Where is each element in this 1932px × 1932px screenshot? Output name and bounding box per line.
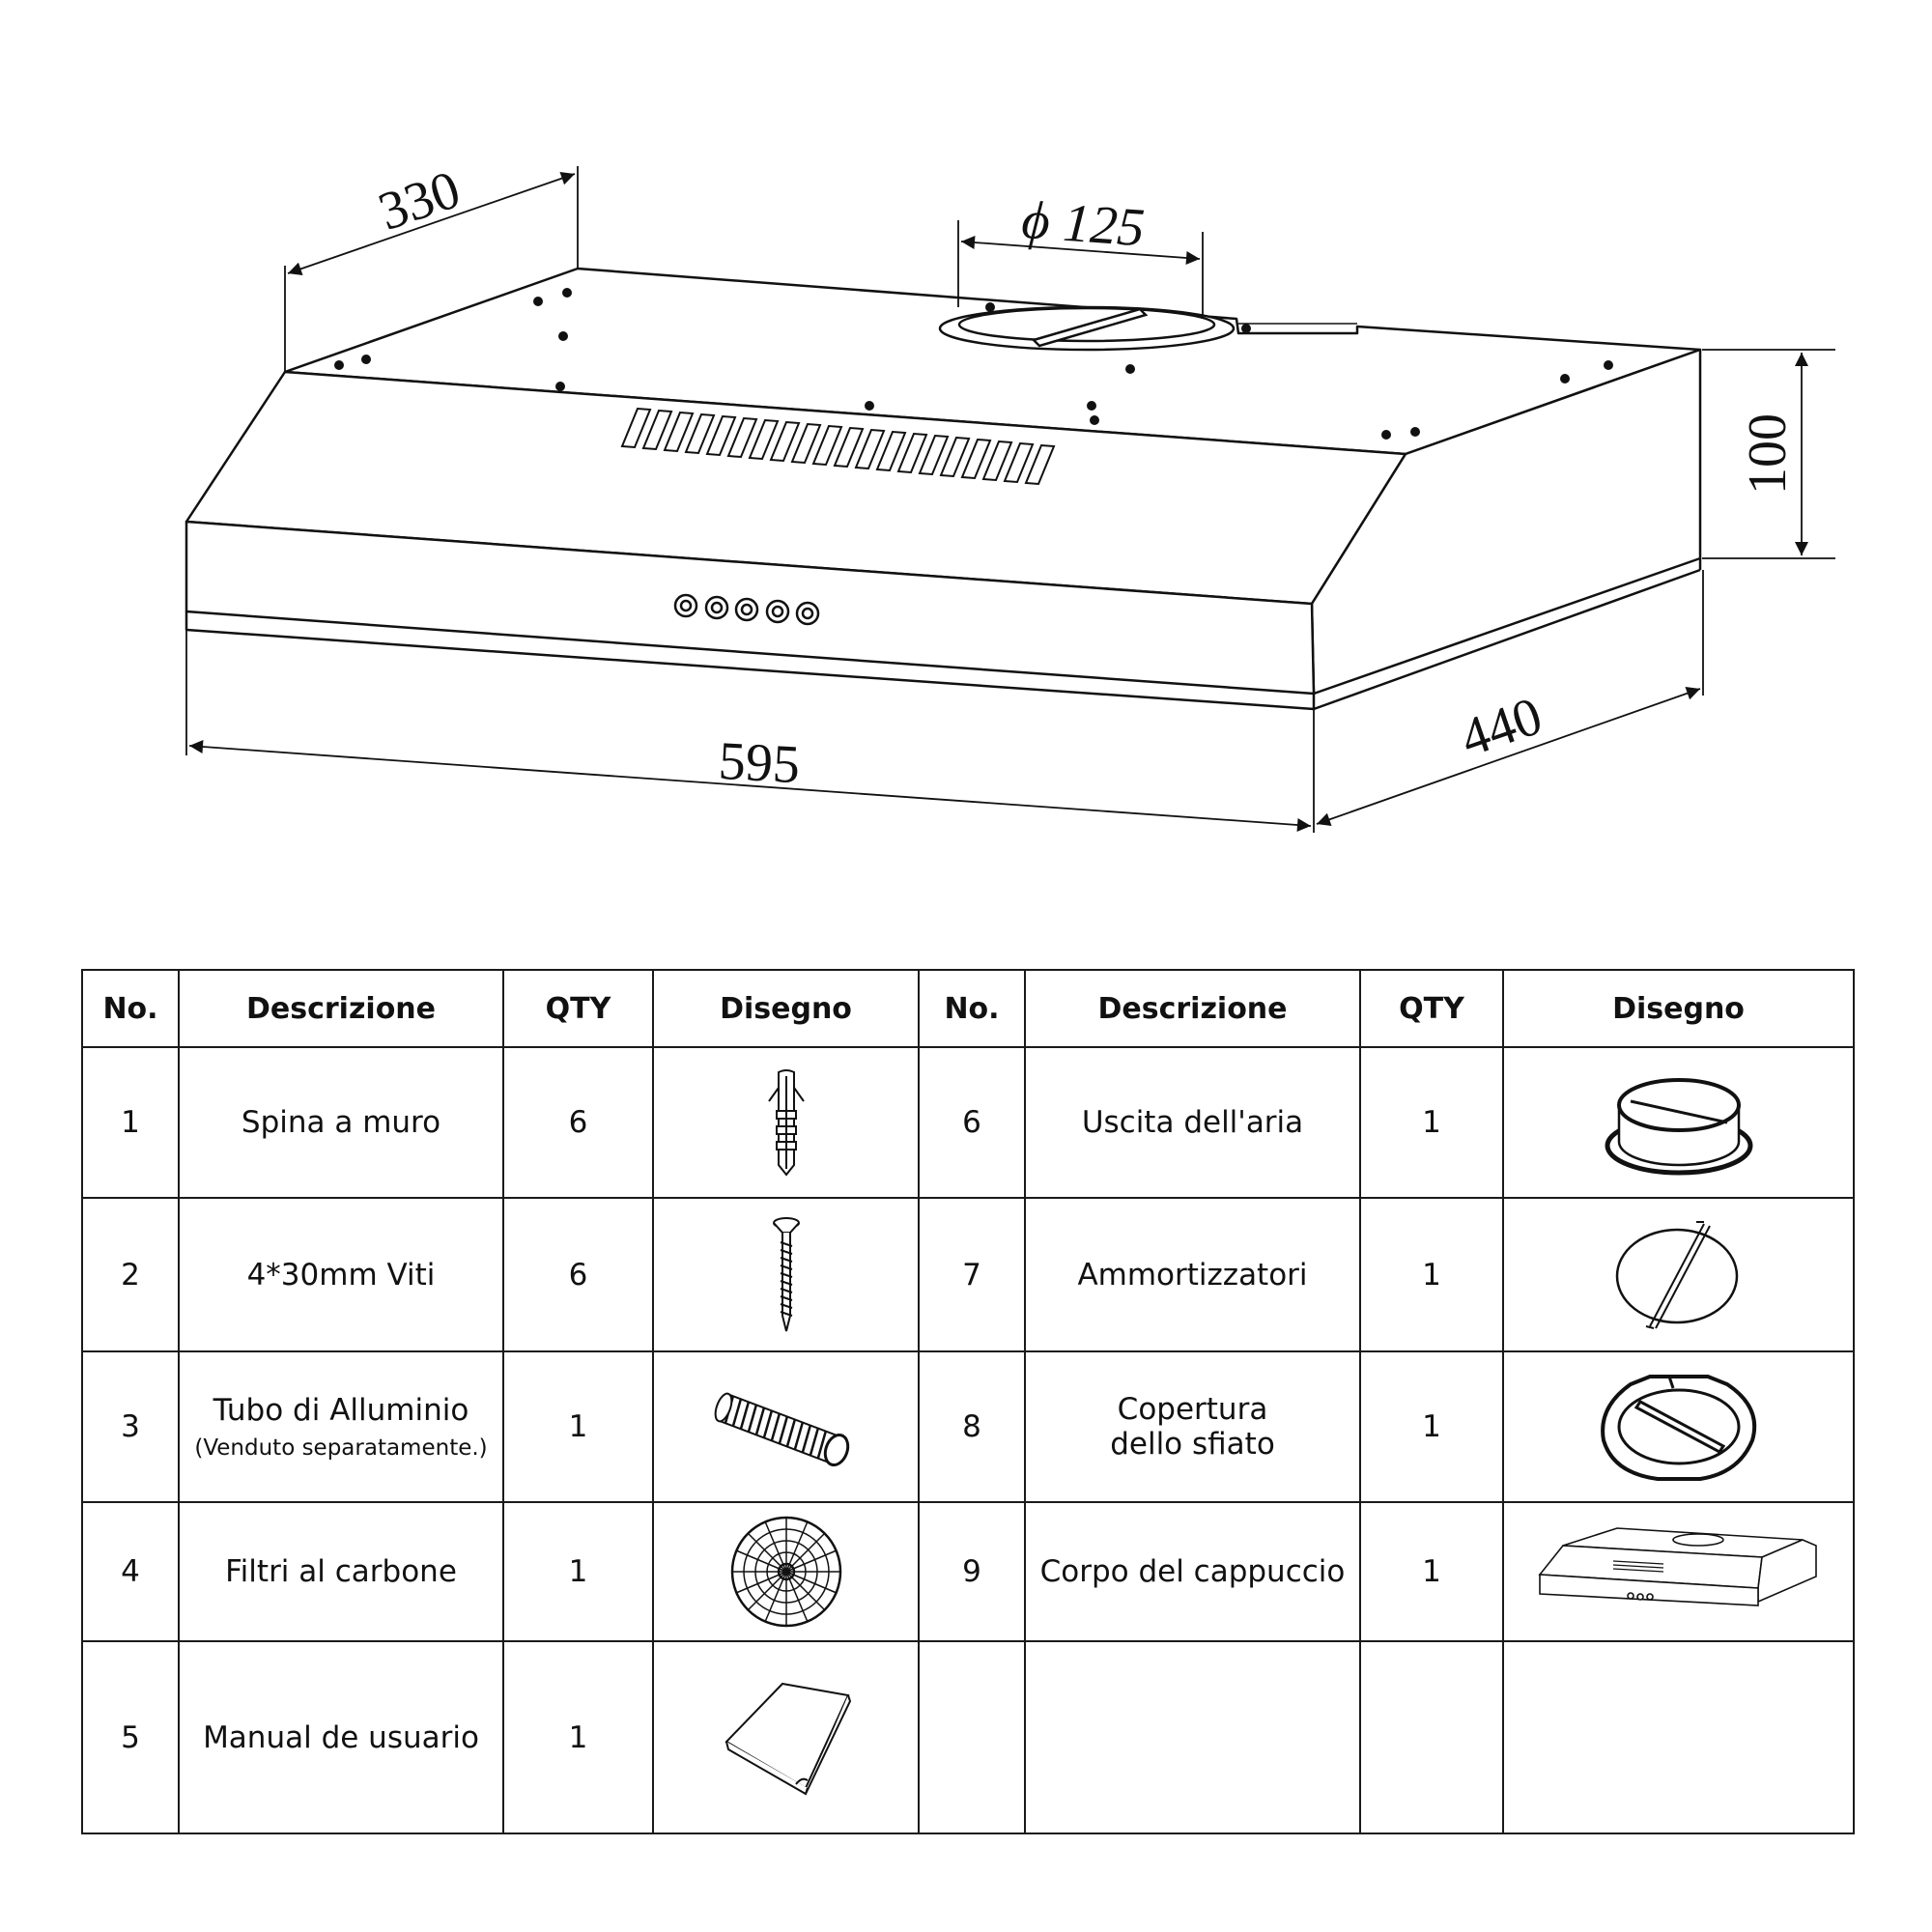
dimension-label-595: 595 [717, 730, 802, 796]
header-description: Descrizione [179, 970, 503, 1047]
cell-qty: 1 [503, 1641, 653, 1833]
cell-qty: 1 [503, 1351, 653, 1502]
cell-description: Manual de usuario [179, 1641, 503, 1833]
description-text: Tubo di Alluminio [213, 1393, 469, 1428]
parts-table [81, 969, 1855, 1834]
cell-description: 4*30mm Viti [179, 1198, 503, 1351]
cell-qty: 1 [1360, 1047, 1503, 1198]
cell-description: Filtri al carbone [179, 1502, 503, 1641]
cell-qty: 6 [503, 1198, 653, 1351]
header-no: No. [82, 970, 179, 1047]
cell-no-empty [919, 1641, 1025, 1833]
cell-no: 8 [919, 1351, 1025, 1502]
cell-description: Ammortizzatori [1025, 1198, 1360, 1351]
header-qty: QTY [503, 970, 653, 1047]
header-description-2: Descrizione [1025, 970, 1360, 1047]
cell-no: 2 [82, 1198, 179, 1351]
carbon-filter-icon [728, 1514, 844, 1630]
table-row [82, 1641, 1854, 1833]
description-text: Copertura [1117, 1392, 1268, 1427]
header-no-2: No. [919, 970, 1025, 1047]
description-note: (Venduto separatamente.) [194, 1435, 488, 1461]
cell-description [1025, 1351, 1360, 1502]
dimension-label-440: 440 [1453, 685, 1549, 769]
header-qty-2: QTY [1360, 970, 1503, 1047]
cell-description: Corpo del cappuccio [1025, 1502, 1360, 1641]
aluminium-tube-icon [714, 1380, 859, 1473]
cell-no: 9 [919, 1502, 1025, 1641]
cell-drawing [653, 1641, 919, 1833]
cell-drawing [1503, 1502, 1854, 1641]
cell-description [179, 1351, 503, 1502]
air-outlet-icon [1602, 1066, 1756, 1179]
range-hood-dimension-drawing [0, 0, 1932, 927]
cell-no: 3 [82, 1351, 179, 1502]
cell-no: 5 [82, 1641, 179, 1833]
cell-drawing [1503, 1047, 1854, 1198]
range-hood-body [186, 269, 1700, 709]
damper-icon [1611, 1218, 1747, 1332]
header-drawing: Disegno [653, 970, 919, 1047]
cell-description: Uscita dell'aria [1025, 1047, 1360, 1198]
cell-qty: 6 [503, 1047, 653, 1198]
cell-qty: 1 [503, 1502, 653, 1641]
cell-description-empty [1025, 1641, 1360, 1833]
cell-drawing [653, 1502, 919, 1641]
table-row [82, 1502, 1854, 1641]
hood-body-icon [1534, 1519, 1824, 1625]
vent-cover-icon [1592, 1369, 1766, 1485]
cell-no: 1 [82, 1047, 179, 1198]
cell-qty: 1 [1360, 1502, 1503, 1641]
cell-drawing [1503, 1351, 1854, 1502]
wall-plug-icon [757, 1068, 815, 1177]
cell-drawing [653, 1198, 919, 1351]
dimension-label-100: 100 [1738, 413, 1798, 495]
cell-drawing [653, 1047, 919, 1198]
cell-qty: 1 [1360, 1351, 1503, 1502]
dimension-label-125: ϕ 125 [1019, 189, 1147, 259]
cell-drawing [1503, 1198, 1854, 1351]
cell-qty-empty [1360, 1641, 1503, 1833]
dimension-label-330: 330 [371, 158, 468, 242]
header-drawing-2: Disegno [1503, 970, 1854, 1047]
cell-no: 7 [919, 1198, 1025, 1351]
dimension-height [1702, 350, 1835, 558]
cell-no: 4 [82, 1502, 179, 1641]
cell-no: 6 [919, 1047, 1025, 1198]
table-row [82, 1198, 1854, 1351]
cell-description: Spina a muro [179, 1047, 503, 1198]
cell-drawing [653, 1351, 919, 1502]
screw-icon [767, 1215, 806, 1335]
cell-drawing-empty [1503, 1641, 1854, 1833]
table-row [82, 1351, 1854, 1502]
table-row [82, 1047, 1854, 1198]
exhaust-outlet [940, 307, 1234, 350]
cell-qty: 1 [1360, 1198, 1503, 1351]
table-header-row [82, 970, 1854, 1047]
description-text-line2: dello sfiato [1110, 1427, 1275, 1462]
manual-icon [719, 1680, 854, 1796]
